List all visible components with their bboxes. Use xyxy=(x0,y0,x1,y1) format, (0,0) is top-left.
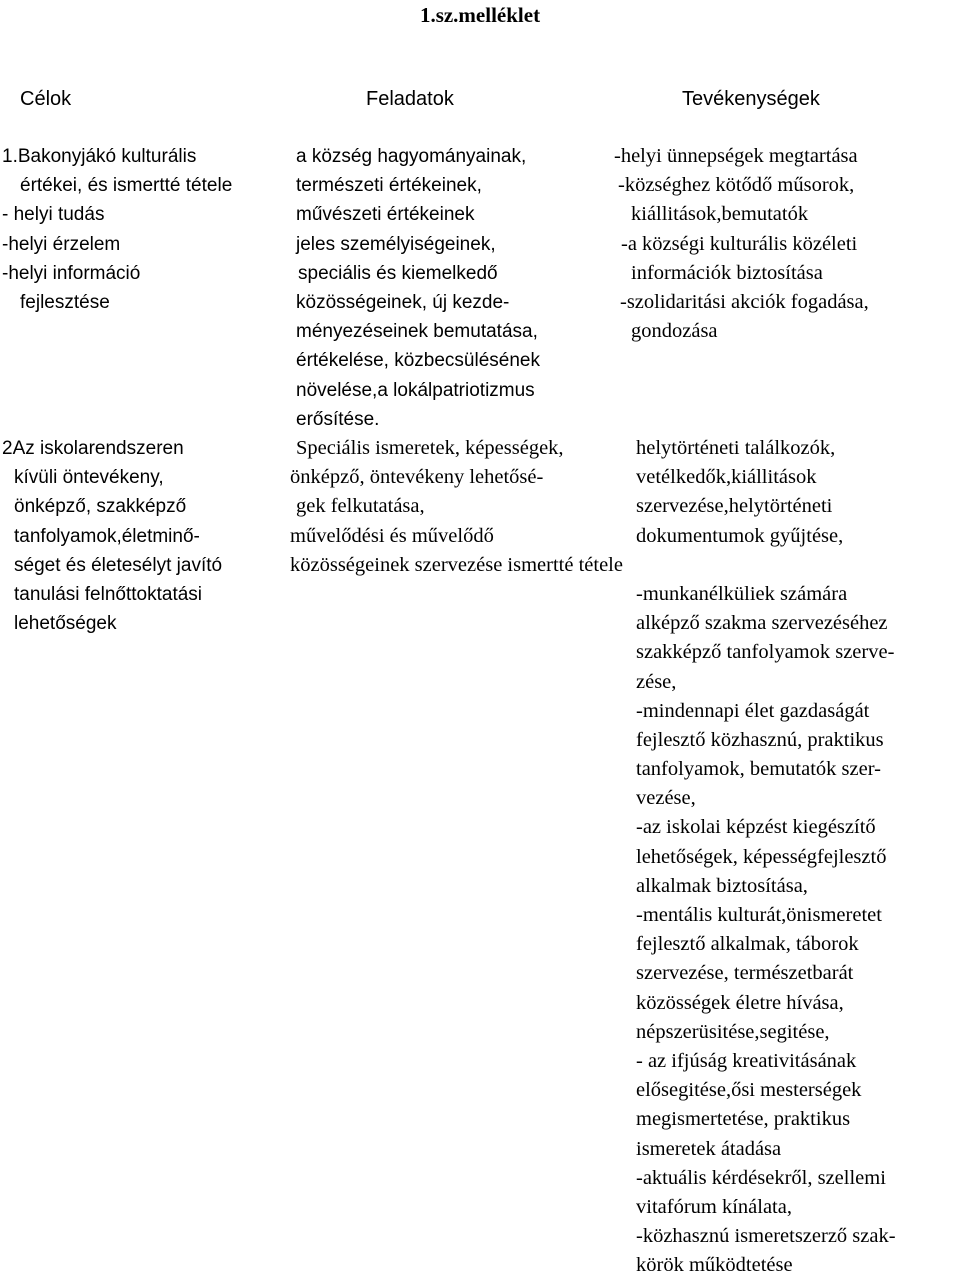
text-line: vitafórum kínálata, xyxy=(636,1195,792,1218)
text-line: vezése, xyxy=(636,787,696,810)
text-line: közösségeinek, új kezde- xyxy=(296,291,510,313)
text-line: tanfolyamok,életminő- xyxy=(14,525,200,547)
text-line: körök működtetése xyxy=(636,1254,793,1277)
text-line: lehetőségek xyxy=(14,613,117,635)
text-line: tanfolyamok, bemutatók szer- xyxy=(636,758,881,781)
text-line: erősítése. xyxy=(296,408,380,430)
text-line: ményezéseinek bemutatása, xyxy=(296,321,538,343)
text-line: szakképző tanfolyamok szerve- xyxy=(636,641,895,664)
text-line: művészeti értékeinek xyxy=(296,204,475,226)
text-line: tanulási felnőttoktatási xyxy=(14,583,203,605)
text-line: gek felkutatása, xyxy=(296,495,425,518)
text-line: séget és életesélyt javító xyxy=(14,554,223,576)
text-line: -munkanélküliek számára xyxy=(636,582,848,605)
text-line: -a községi kulturális közéleti xyxy=(621,232,858,255)
text-line: - helyi tudás xyxy=(2,204,105,226)
text-line: növelése,a lokálpatriotizmus xyxy=(296,379,535,401)
row1-feladatok-cell xyxy=(296,142,540,434)
text-line: lehetőségek, képességfejlesztő xyxy=(636,845,887,868)
text-line: jeles személyiségeinek, xyxy=(296,233,496,255)
text-line: -aktuális kérdésekről, szellemi xyxy=(636,1166,886,1189)
text-line: közösségeinek szervezése ismertté tétele xyxy=(290,553,623,576)
text-line: Speciális ismeretek, képességek, xyxy=(296,437,564,459)
text-line xyxy=(636,551,896,580)
text-line: -szolidaritási akciók fogadása, xyxy=(620,290,869,313)
text-line: önképző, szakképző xyxy=(14,496,187,518)
text-line: speciális és kiemelkedő xyxy=(298,262,498,284)
text-line: közösségek életre hívása, xyxy=(636,991,844,1014)
text-line: értékei, és ismertté tétele xyxy=(20,175,233,197)
text-line: ismeretek átadása xyxy=(636,1137,782,1160)
row2-celok-cell xyxy=(2,434,222,638)
text-line: helytörténeti találkozók, xyxy=(636,437,836,459)
column-header-celok: Célok xyxy=(20,88,72,110)
text-line: -községhez kötődő műsorok, xyxy=(618,174,855,197)
text-line: szervezése, természetbarát xyxy=(636,962,854,985)
text-line: vetélkedők,kiállitások xyxy=(636,466,817,489)
text-line: kiállitások,bemutatók xyxy=(631,203,809,226)
text-line: önképző, öntevékeny lehetősé- xyxy=(290,466,544,489)
text-line: elősegitése,ősi mesterségek xyxy=(636,1079,862,1102)
column-header-tevekenysegek: Tevékenységek xyxy=(682,88,820,110)
text-line: természeti értékeinek, xyxy=(296,175,482,197)
text-line: -helyi ünnepségek megtartása xyxy=(614,145,858,167)
text-line: információk biztosítása xyxy=(631,261,823,284)
text-line: -helyi információ xyxy=(2,262,141,284)
text-line: 1.Bakonyjákó kulturális xyxy=(2,146,197,167)
text-line: - az ifjúság kreativitásának xyxy=(636,1049,857,1072)
text-line: értékelése, közbecsülésének xyxy=(296,350,540,372)
text-line: dokumentumok gyűjtése, xyxy=(636,524,844,547)
row2-tevekenysegek-cell xyxy=(636,434,896,1280)
text-line: megismertetése, praktikus xyxy=(636,1108,851,1131)
text-line: -közhasznú ismeretszerző szak- xyxy=(636,1225,896,1248)
text-line: szervezése,helytörténeti xyxy=(636,495,833,518)
text-line: -az iskolai képzést kiegészítő xyxy=(636,816,876,839)
text-line: népszerüsitése,segitése, xyxy=(636,1020,830,1043)
text-line: a község hagyományainak, xyxy=(296,146,527,167)
text-line: 2Az iskolarendszeren xyxy=(2,438,184,459)
text-line: -mentális kulturát,önismeretet xyxy=(636,904,882,926)
text-line: -mindennapi élet gazdaságát xyxy=(636,699,870,722)
text-line: fejlesztése xyxy=(20,291,110,313)
text-line: gondozása xyxy=(631,320,718,343)
text-line: művelődési és művelődő xyxy=(290,524,494,547)
text-line: alkalmak biztosítása, xyxy=(636,874,808,897)
text-line: kívüli öntevékeny, xyxy=(14,467,164,489)
text-line: -helyi érzelem xyxy=(2,233,121,255)
row1-tevekenysegek-cell xyxy=(614,142,869,346)
row2-feladatok-cell xyxy=(290,434,623,580)
text-line: fejlesztő alkalmak, táborok xyxy=(636,933,859,956)
text-line: fejlesztő közhasznú, praktikus xyxy=(636,728,884,751)
text-line: alképző szakma szervezéséhez xyxy=(636,612,888,635)
column-header-feladatok: Feladatok xyxy=(366,88,454,110)
text-line: zése, xyxy=(636,670,677,693)
page-title: 1.sz.melléklet xyxy=(419,3,541,27)
row1-celok-cell xyxy=(2,142,232,317)
